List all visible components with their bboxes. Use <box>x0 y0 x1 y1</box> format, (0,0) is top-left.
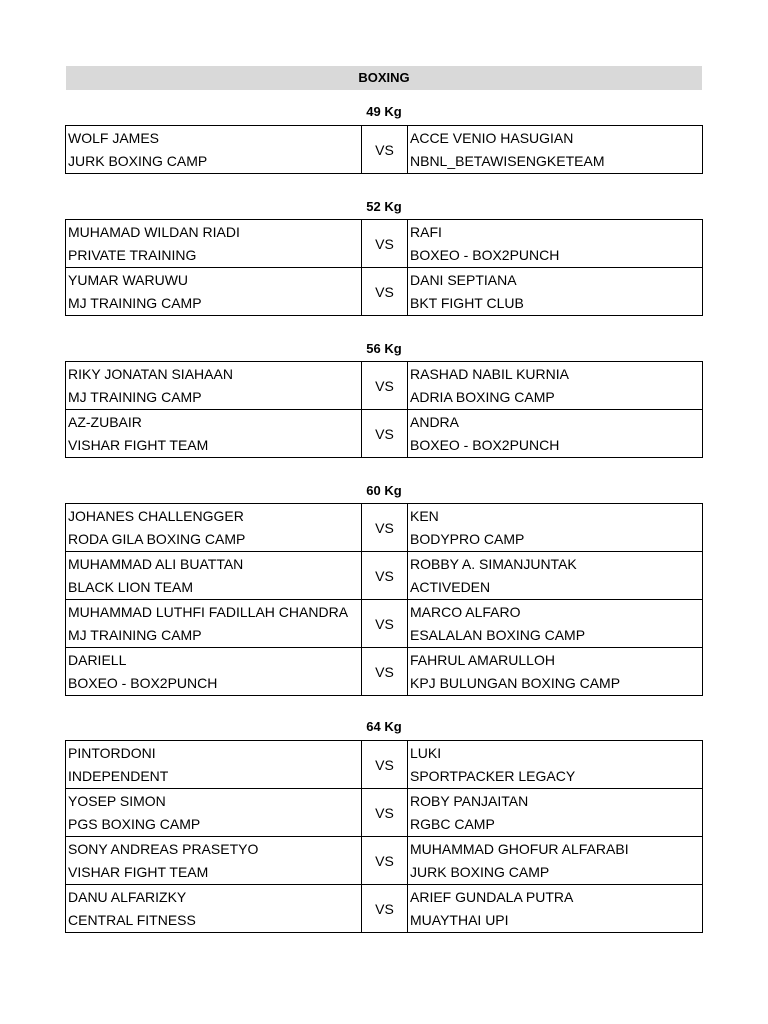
fighter-name: DARIELL <box>68 651 127 668</box>
fighter-team: RGBC CAMP <box>410 815 495 832</box>
bout-row <box>66 600 703 648</box>
fighter-team: BKT FIGHT CLUB <box>410 294 524 311</box>
blue-corner <box>408 362 703 410</box>
vs-label: VS <box>362 648 408 696</box>
fighter-name: AZ-ZUBAIR <box>68 413 142 430</box>
fighter-name: YUMAR WARUWU <box>68 271 189 288</box>
bout-row <box>66 741 703 789</box>
blue-corner <box>408 789 703 837</box>
fighter-name: RASHAD NABIL KURNIA <box>410 365 569 382</box>
weight-class-title: 64 Kg <box>366 719 402 734</box>
bout-table <box>65 361 703 458</box>
fighter-name: FAHRUL AMARULLOH <box>410 651 555 668</box>
bout-row <box>66 410 703 458</box>
blue-corner <box>408 220 703 268</box>
fighter-team: MJ TRAINING CAMP <box>68 294 202 311</box>
bout-table <box>65 125 703 174</box>
red-corner <box>66 220 362 268</box>
fighter-name: MUHAMMAD GHOFUR ALFARABI <box>410 840 629 857</box>
fighter-team: MJ TRAINING CAMP <box>68 626 202 643</box>
bout-row <box>66 885 703 933</box>
fighter-team: JURK BOXING CAMP <box>410 863 550 880</box>
fighter-team: RODA GILA BOXING CAMP <box>68 530 246 547</box>
fighter-team: INDEPENDENT <box>68 767 169 784</box>
fighter-name: SONY ANDREAS PRASETYO <box>68 840 259 857</box>
red-corner <box>66 552 362 600</box>
red-corner <box>66 789 362 837</box>
fighter-team: BODYPRO CAMP <box>410 530 525 547</box>
fighter-name: ACCE VENIO HASUGIAN <box>410 129 574 146</box>
fighter-team: BOXEO - BOX2PUNCH <box>68 674 218 691</box>
fighter-team: MJ TRAINING CAMP <box>68 388 202 405</box>
blue-corner <box>408 552 703 600</box>
bout-table <box>65 503 703 696</box>
fighter-team: ESALALAN BOXING CAMP <box>410 626 586 643</box>
fighter-name: DANU ALFARIZKY <box>68 888 187 905</box>
blue-corner <box>408 126 703 174</box>
fighter-team: PRIVATE TRAINING <box>68 246 197 263</box>
fighter-team: VISHAR FIGHT TEAM <box>68 436 209 453</box>
red-corner <box>66 885 362 933</box>
fighter-team: BOXEO - BOX2PUNCH <box>410 436 560 453</box>
blue-corner <box>408 600 703 648</box>
vs-label: VS <box>362 410 408 458</box>
fighter-name: LUKI <box>410 744 442 761</box>
vs-label: VS <box>362 268 408 316</box>
vs-label: VS <box>362 885 408 933</box>
blue-corner <box>408 410 703 458</box>
fighter-name: MUHAMAD WILDAN RIADI <box>68 223 240 240</box>
blue-corner <box>408 504 703 552</box>
vs-label: VS <box>362 504 408 552</box>
fighter-name: YOSEP SIMON <box>68 792 166 809</box>
red-corner <box>66 126 362 174</box>
bout-row <box>66 648 703 696</box>
fighter-name: ROBY PANJAITAN <box>410 792 529 809</box>
vs-label: VS <box>362 362 408 410</box>
blue-corner <box>408 885 703 933</box>
blue-corner <box>408 837 703 885</box>
bout-row <box>66 268 703 316</box>
fighter-name: PINTORDONI <box>68 744 156 761</box>
weight-class-title: 60 Kg <box>366 483 402 498</box>
fighter-name: ROBBY A. SIMANJUNTAK <box>410 555 577 572</box>
fighter-name: ARIEF GUNDALA PUTRA <box>410 888 574 905</box>
red-corner <box>66 837 362 885</box>
vs-label: VS <box>362 600 408 648</box>
fighter-team: BOXEO - BOX2PUNCH <box>410 246 560 263</box>
bout-row <box>66 504 703 552</box>
red-corner <box>66 504 362 552</box>
red-corner <box>66 600 362 648</box>
fighter-name: WOLF JAMES <box>68 129 160 146</box>
red-corner <box>66 741 362 789</box>
fighter-team: PGS BOXING CAMP <box>68 815 201 832</box>
red-corner <box>66 268 362 316</box>
vs-label: VS <box>362 741 408 789</box>
fighter-name: JOHANES CHALLENGGER <box>68 507 244 524</box>
weight-class-title: 56 Kg <box>366 341 402 356</box>
fighter-team: ACTIVEDEN <box>410 578 491 595</box>
fighter-team: MUAYTHAI UPI <box>410 911 509 928</box>
fighter-team: JURK BOXING CAMP <box>68 152 208 169</box>
vs-label: VS <box>362 220 408 268</box>
fighter-team: BLACK LION TEAM <box>68 578 194 595</box>
bout-row <box>66 837 703 885</box>
weight-class-title: 52 Kg <box>366 199 402 214</box>
blue-corner <box>408 741 703 789</box>
bout-row <box>66 552 703 600</box>
fighter-team: ADRIA BOXING CAMP <box>410 388 555 405</box>
fighter-name: RAFI <box>410 223 442 240</box>
page-title: BOXING <box>66 66 702 90</box>
fighter-team: VISHAR FIGHT TEAM <box>68 863 209 880</box>
fighter-name: MUHAMMAD ALI BUATTAN <box>68 555 244 572</box>
blue-corner <box>408 648 703 696</box>
bout-table <box>65 219 703 316</box>
blue-corner <box>408 268 703 316</box>
red-corner <box>66 410 362 458</box>
bout-row <box>66 126 703 174</box>
red-corner <box>66 648 362 696</box>
bout-row <box>66 362 703 410</box>
fighter-name: KEN <box>410 507 439 524</box>
vs-label: VS <box>362 126 408 174</box>
fighter-name: MUHAMMAD LUTHFI FADILLAH CHANDRA <box>68 603 349 620</box>
bout-row <box>66 220 703 268</box>
fighter-team: SPORTPACKER LEGACY <box>410 767 576 784</box>
fighter-name: DANI SEPTIANA <box>410 271 517 288</box>
bout-row <box>66 789 703 837</box>
fighter-team: NBNL_BETAWISENGKETEAM <box>410 152 605 169</box>
vs-label: VS <box>362 552 408 600</box>
fighter-name: RIKY JONATAN SIAHAAN <box>68 365 233 382</box>
fighter-team: KPJ BULUNGAN BOXING CAMP <box>410 674 621 691</box>
fighter-name: ANDRA <box>410 413 460 430</box>
fighter-name: MARCO ALFARO <box>410 603 521 620</box>
weight-class-title: 49 Kg <box>366 104 402 119</box>
fighter-team: CENTRAL FITNESS <box>68 911 196 928</box>
red-corner <box>66 362 362 410</box>
vs-label: VS <box>362 837 408 885</box>
bout-table <box>65 740 703 933</box>
vs-label: VS <box>362 789 408 837</box>
